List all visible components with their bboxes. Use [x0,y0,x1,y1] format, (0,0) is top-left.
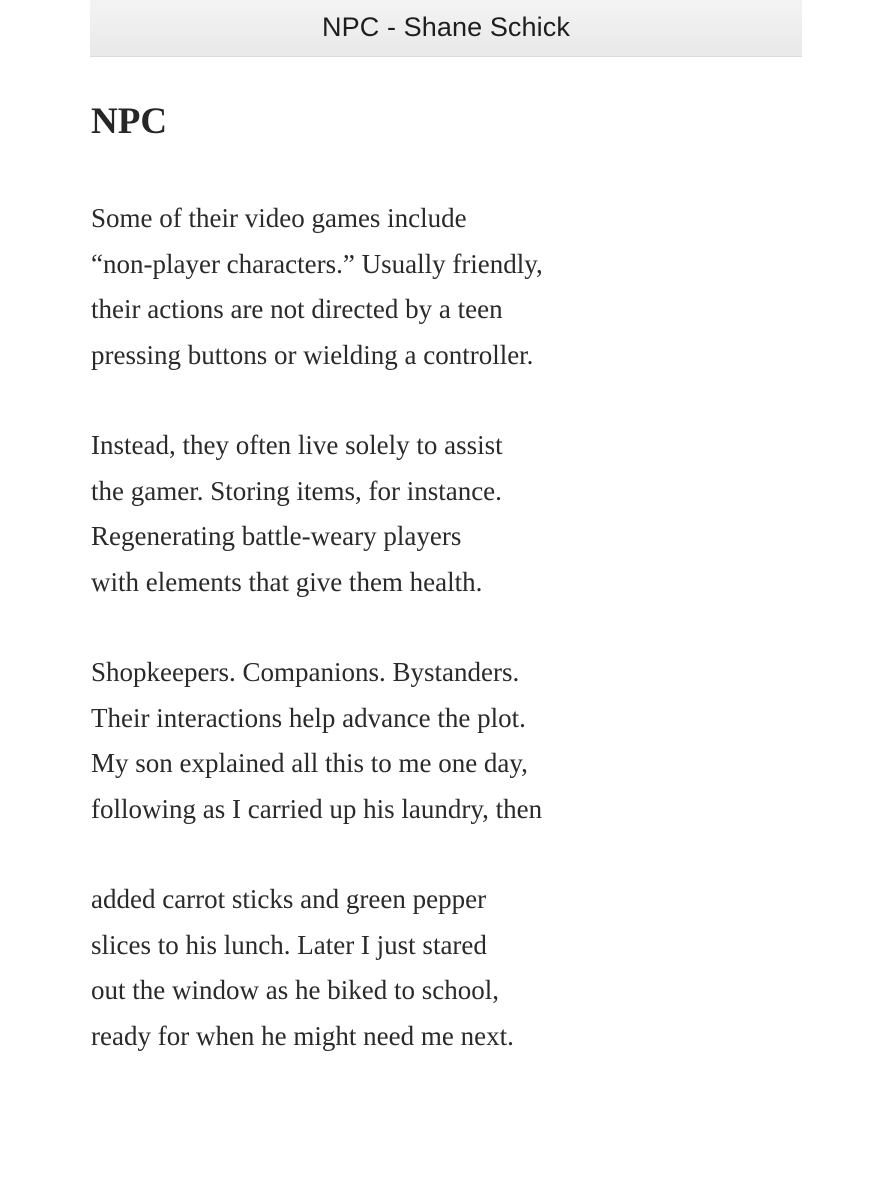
poem-line: Instead, they often live solely to assist [91,430,503,460]
poem-line: out the window as he biked to school, [91,975,499,1005]
poem-line: My son explained all this to me one day, [91,748,528,778]
poem-line: pressing buttons or wielding a controller. [91,339,534,370]
poem-line: with elements that give them health. [91,566,483,597]
poem-line: Shopkeepers. Companions. Bystanders. [91,657,520,687]
poem-body [91,196,651,1104]
stanza-2 [91,423,651,605]
poem-line: ready for when he might need me next. [91,1020,514,1051]
stanza-1 [91,196,651,378]
poem-line: slices to his lunch. Later I just stared [91,929,487,960]
stanza-3 [91,650,651,832]
poem-line: Some of their video games include [91,203,467,233]
poem-line: the gamer. Storing items, for instance. [91,475,502,506]
window-title: NPC - Shane Schick [322,11,570,42]
poem-title: NPC [91,101,168,142]
stanza-4 [91,877,651,1059]
poem-line: added carrot sticks and green pepper [91,884,487,914]
poem-line: following as I carried up his laundry, then [91,793,543,824]
poem-line: Their interactions help advance the plot. [91,702,526,733]
poem-line: “non-player characters.” Usually friendly, [91,248,543,279]
poem-line: their actions are not directed by a teen [91,294,503,324]
window-title-bar [90,0,802,57]
poem-line: Regenerating battle-weary players [91,521,462,551]
